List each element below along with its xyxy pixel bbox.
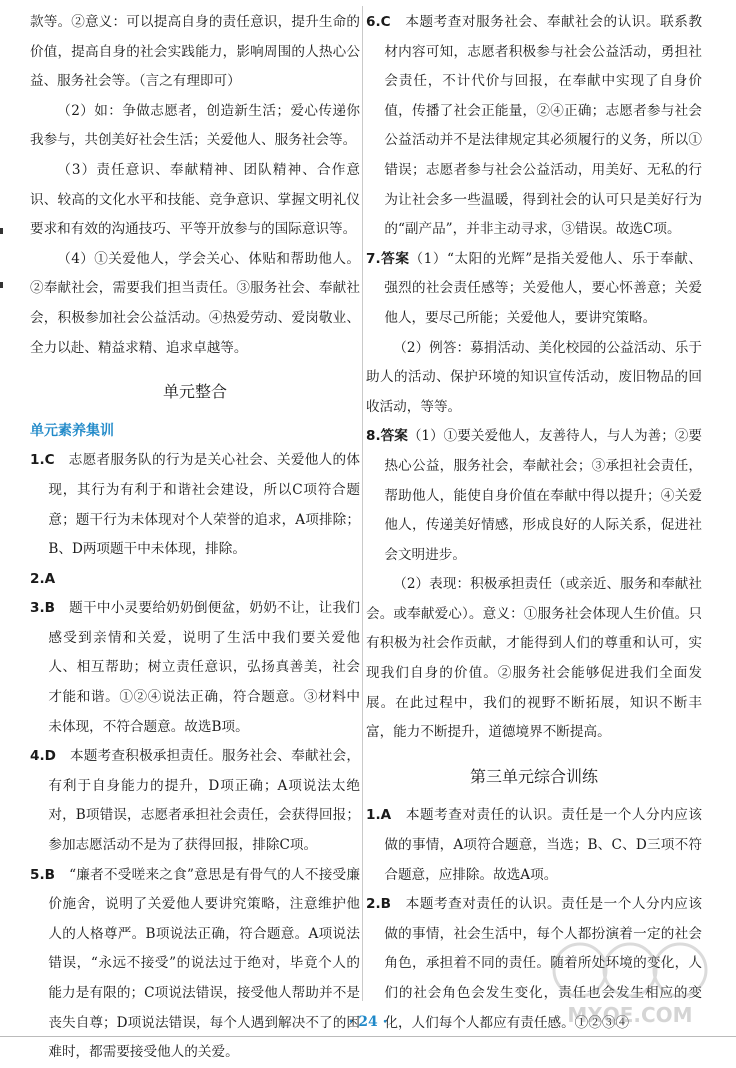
answer-item: 2.A <box>30 570 56 587</box>
right-column <box>366 8 702 1038</box>
paragraph: （3）责任意识、奉献精神、团队精神、合作意识、较高的文化水平和技能、竞争意识、掌握文明礼仪要求和有效的沟通技巧、平等开放参与的国际意识等。 <box>30 161 360 238</box>
paragraph: （4）①关爱他人，学会关心、体贴和帮助他人。②奉献社会，需要我们担当责任。③服务社会、奉献社会，积极参加社会公益活动。④热爱劳动、爱岗敬业、全力以赴、精益求精、追求卓越等。 <box>30 250 360 356</box>
answer-item: 3.B 题干中小灵要给奶奶倒便盆，奶奶不让，让我们感受到亲情和关爱，说明了生活中我们要关爱他人、相互帮助；树立责任意识，弘扬真善美，社会才能和谐。①②④说法正确，符合题意。③材料中未体现，不符合题意。故选B项。 <box>30 600 360 735</box>
answer-item: 6.C 本题考查对服务社会、奉献社会的认识。联系教材内容可知，志愿者积极参与社会公益活动，勇担社会责任，不计代价与回报，在奉献中实现了自身价值，传播了社会正能量，②④正确；志愿者参与社会公益活动并不是法律规定其必须履行的义务，所以①错误；志愿者参与社会公益活动，用美好、无私的行为让社会多一些温暖，得到社会的认可只是美好行为的“副产品”，并非主动寻求，③错误。故选C项。 <box>366 14 702 238</box>
column-divider <box>362 6 363 1001</box>
page-number: · 24 · <box>348 1014 388 1030</box>
paragraph: （2）表现：积极承担责任（或亲近、服务和奉献社会。或奉献爱心）。意义：①服务社会体现人生价值。只有积极为社会作贡献，才能得到人们的尊重和认可，实现我们自身的价值。②服务社会能够促进我们全面发展。在此过程中，我们的视野不断拓展，知识不断丰富，能力不断提升，道德境界不断提高。 <box>366 576 702 741</box>
bottom-rule <box>0 1036 736 1037</box>
paragraph: （2）如：争做志愿者，创造新生活；爱心传递你我参与，共创美好社会生活；关爱他人、服务社会等。 <box>30 102 360 149</box>
margin-mark <box>0 282 3 288</box>
paragraph: 款等。②意义：可以提高自身的责任意识，提升生命的价值，提高自身的社会实践能力，影响周围的人热心公益、服务社会等。（言之有理即可） <box>30 14 360 90</box>
margin-mark <box>0 228 3 234</box>
answer-item: 8.答案（1）①要关爱他人，友善待人，与人为善；②要热心公益，服务社会，奉献社会；③承担社会责任，帮助他人，能使自身价值在奉献中得以提升；④关爱他人，传递美好情感，形成良好的人际关系，促进社会文明进步。 <box>366 428 702 563</box>
answer-item: 1.A 本题考查对责任的认识。责任是一个人分内应该做的事情，A项符合题意，当选；B、C、D三项不符合题意，应排除。故选A项。 <box>366 807 702 883</box>
answer-item: 5.B “廉者不受嗟来之食”意思是有骨气的人不接受廉价施舍，说明了关爱他人要讲究策略，注意维护他人的人格尊严。B项说法正确，符合题意。A项说法错误，“永远不接受”的说法过于绝对，毕竟个人的能力是有限的；C项说法错误，接受他人帮助并不是丧失自尊；D项说法错误，每个人遇到解决不了的困难时，都需要接受他人的关爱。 <box>30 866 360 1061</box>
subsection-heading: 单元素养集训 <box>30 422 114 439</box>
section-title: 单元整合 <box>162 382 227 402</box>
answer-item: 7.答案（1）“太阳的光辉”是指关爱他人、乐于奉献、强烈的社会责任感等；关爱他人，要心怀善意；关爱他人，要尽己所能；关爱他人，要讲究策略。 <box>366 250 703 326</box>
answer-item: 1.C 志愿者服务队的行为是关心社会、关爱他人的体现，其行为有利于和谐社会建设，所以C项符合题意；题干行为未体现对个人荣誉的追求，A项排除；B、D两项题干中未体现，排除。 <box>30 452 360 558</box>
section-title: 第三单元综合训练 <box>469 766 598 786</box>
answer-item: 2.B 本题考查对责任的认识。责任是一个人分内应该做的事情，社会生活中，每个人都扮演着一定的社会角色，承担着不同的责任。随着所处环境的变化，人们的社会角色会发生变化，责任也会发生相应的变化，人们每个人都应有责任感。①②③④ <box>366 896 702 1031</box>
left-column <box>30 8 360 1068</box>
paragraph: （2）例答：募捐活动、美化校园的公益活动、乐于助人的活动、保护环境的知识宣传活动，废旧物品的回收活动，等等。 <box>366 339 702 415</box>
watermark-text: MXQE.COM <box>567 1003 693 1027</box>
answer-item: 4.D 本题考查积极承担责任。服务社会、奉献社会，有利于自身能力的提升，D项正确；A项说法太绝对，B项错误，志愿者承担社会责任，会获得回报；参加志愿活动不是为了获得回报，排除C项。 <box>30 748 360 854</box>
